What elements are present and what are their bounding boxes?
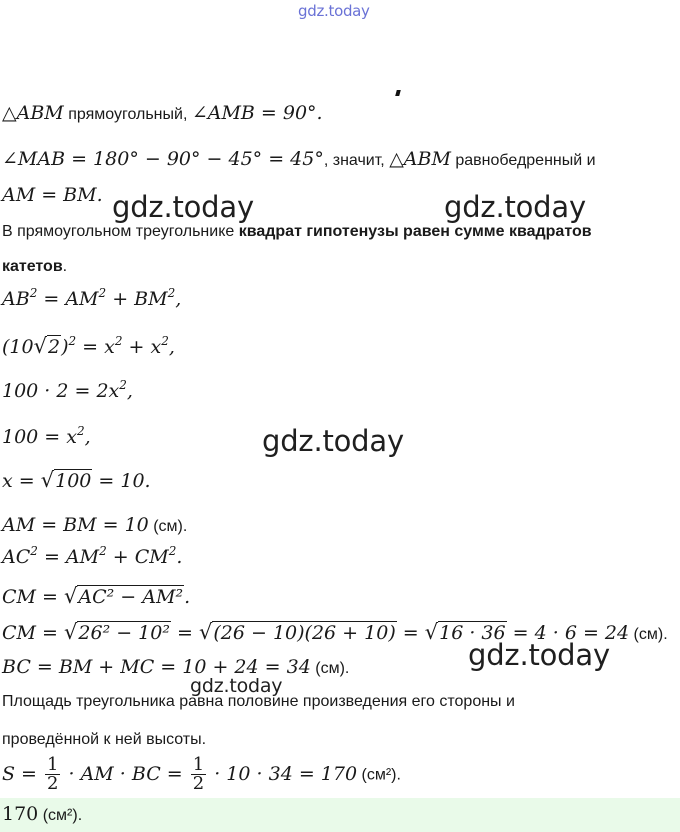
- eq-am-bm-value: AM = BM = 10 (см).: [2, 514, 188, 536]
- line-pythagoras-text: В прямоугольном треугольнике квадрат гипотенузы равен сумме квадратов: [2, 223, 592, 240]
- eq-ten-root-two: $(10√2)^2 = x^2 + x^2$,: [2, 334, 175, 358]
- watermark-3: gdz.today: [262, 424, 404, 458]
- line-angle-mab: ∠MAB = 180° − 90° − 45° = 45°, значит, △ABM равнобедренный и: [2, 148, 596, 170]
- line-legs: катетов.: [2, 258, 68, 275]
- line-area-rule-cont: проведённой к ней высоты.: [2, 731, 207, 748]
- line-am-bm: AM = BM.: [2, 184, 103, 206]
- watermark-4: gdz.today: [468, 638, 610, 672]
- watermark-small: gdz.today: [190, 675, 283, 697]
- eq-hundred-times-two: $100 \cdot 2 = 2x^2$,: [2, 378, 133, 402]
- answer-line: 170 (см²).: [2, 803, 83, 825]
- eq-hundred-eq-x2: $100 = x^2$,: [2, 424, 91, 448]
- answer-box: [0, 798, 680, 832]
- eq-cm-root: CM = √AC² − AM².: [2, 584, 191, 608]
- stray-mark: [395, 90, 401, 96]
- eq-ac-squared: $AC^2 = AM^2 + CM^2$.: [2, 544, 183, 568]
- line-area-rule: Площадь треугольника равна половине произведения его стороны и: [2, 693, 515, 710]
- eq-x-value: x = √100 = 10.: [2, 468, 151, 492]
- line-triangle-right: △ABM прямоугольный, ∠AMB = 90°.: [2, 102, 323, 124]
- watermark-1: gdz.today: [112, 190, 254, 224]
- watermark-top: gdz.today: [298, 2, 370, 20]
- eq-cm-value: CM = √26² − 10² = √(26 − 10)(26 + 10) = √16 · 36 = 4 · 6 = 24 (см).: [2, 620, 668, 644]
- eq-ab-squared: $AB^2 = AM^2 + BM^2$,: [2, 286, 182, 310]
- watermark-2: gdz.today: [444, 190, 586, 224]
- eq-area: S = $\frac{1}{2}$ · AM · BC = $\frac{1}{2}$ · 10 · 34 = 170 (см²).: [2, 754, 401, 794]
- eq-bc-value: BC = BM + MC = 10 + 24 = 34 (см).: [2, 656, 350, 678]
